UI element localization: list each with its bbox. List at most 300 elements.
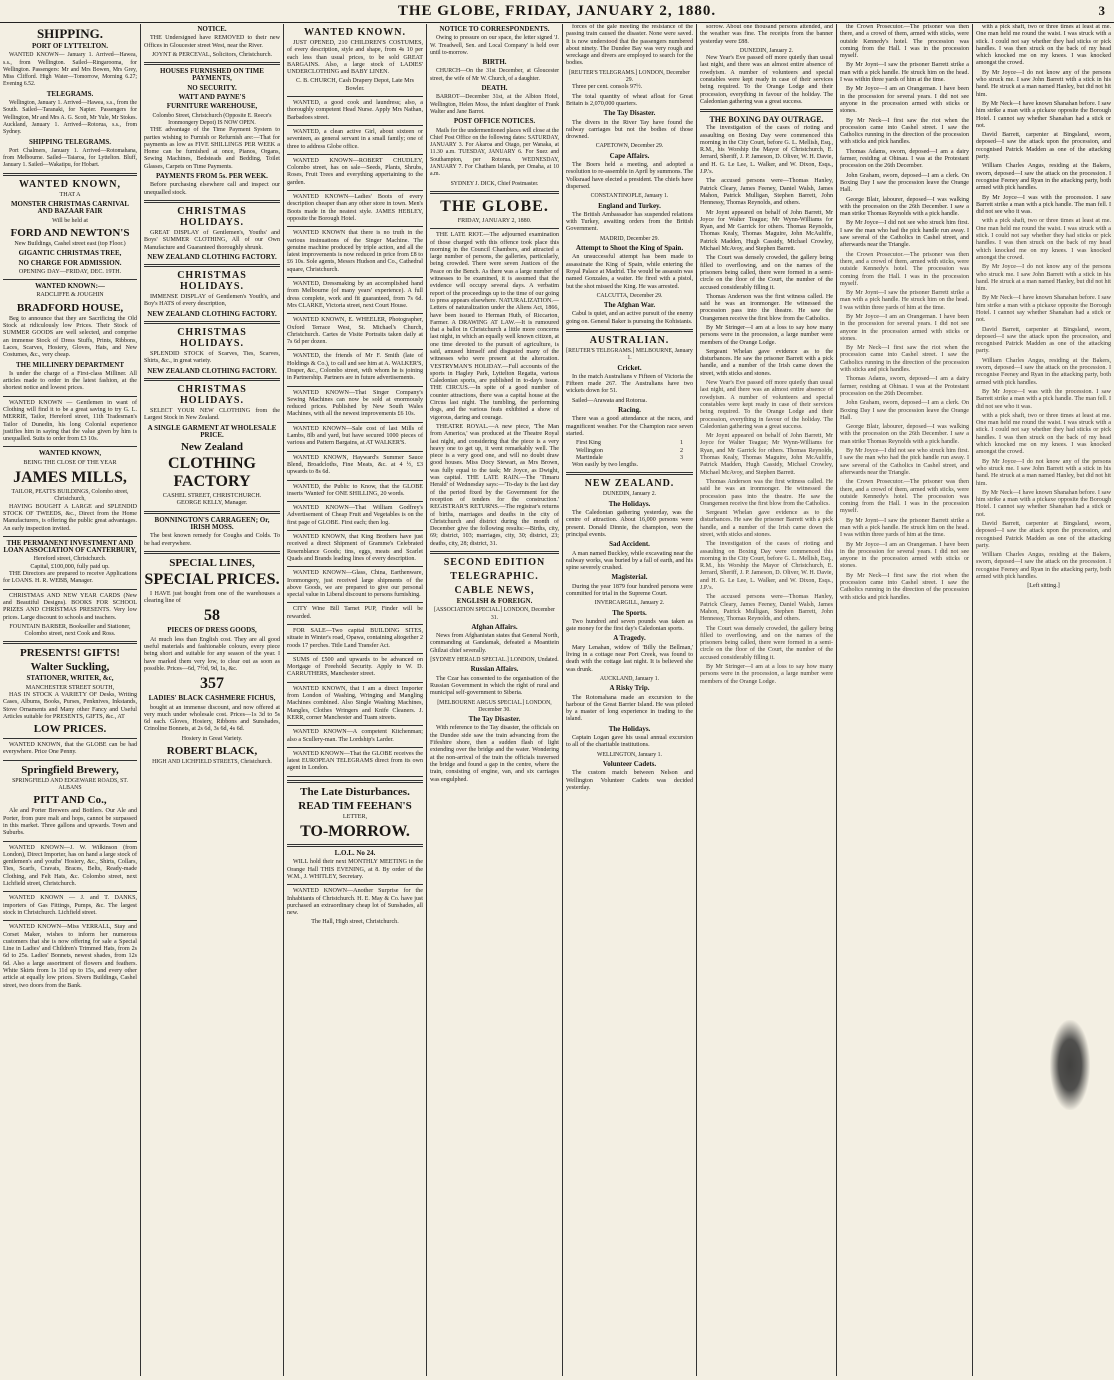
divider [3, 738, 137, 739]
millinery-heading: THE MILLINERY DEPARTMENT [15, 360, 125, 369]
divider [287, 530, 423, 531]
column-2 [140, 24, 283, 1376]
ford-sub: New Buildings, Cashel street east (top Floor.) [14, 240, 126, 247]
text-7-repeat: Sergeant Whelan gave evidence as to the disturbances. He saw the prisoner Barrett with a pick handle, and a number of the Irish came down the street, with sticks and stones. [700, 510, 833, 538]
cable-news: CABLE NEWS, [454, 585, 535, 596]
divider [287, 125, 423, 126]
race-horse: First King [576, 440, 601, 447]
wanted-known-3: WANTED KNOWN, [38, 449, 102, 458]
presents-heading: PRESENTS! GIFTS! [20, 647, 120, 660]
wellington: WELLINGTON, January 1. [597, 751, 662, 758]
mills-text: HAVING BOUGHT A LARGE and SPLENDID STOCK OF TWEEDS, &c., Direct from the Home Manufacturers, is offering the public great advantages. An early inspection invited. [3, 503, 137, 532]
wanted-ad: WANTED, the friends of Mr F. Smith (late of Holdings & Co.), to call and see him at A. WALKER'S, Draper, &c., Colombo street, with whom he is joining in Partnership. Partners are in future advertisements. [287, 353, 423, 382]
divider [144, 551, 280, 554]
text-2-repeat-2: By Mr Joyce—I do not know any of the persons who struck me. I saw John Barrett with a stick in his hand. He struck at a man named Hanley, but did not hit him. [976, 458, 1111, 487]
divider [3, 173, 137, 176]
close-of-year: BEING THE CLOSE OF THE YEAR [23, 459, 117, 466]
manchester-street: MANCHESTER STREET SOUTH, [25, 684, 115, 691]
divider [3, 536, 137, 537]
text-2-repeat: By Mr Joyce—I do not know any of the persons who struck me. I saw John Barrett with a stick in his hand. He struck at a man named Hanley, but did not hit him. [976, 264, 1111, 293]
shipping-telegrams-text: Port Chalmers, January 1. Arrived—Rotomahana, from Melbourne. Sailed—Taiaroa, for Lyttelton. Bluff, January 1. Sailed—Wakatipu, for Hobart. [3, 147, 137, 169]
divider [144, 511, 280, 514]
divider [144, 264, 280, 267]
text-3-repeat: By Mr Joyce—I am an Orangeman. I have been in the procession for several years. I did not see anyone in the procession armed with sticks or stones. [840, 313, 969, 342]
bonnington-text: The best known remedy for Coughs and Colds. To be had everywhere. [144, 533, 280, 547]
race-row [566, 440, 693, 447]
special-lines: SPECIAL LINES, [169, 556, 255, 569]
sports-text: Two hundred and seven pounds was taken as gate money for the first day's Caledonian sports. [566, 618, 693, 633]
divider [3, 841, 137, 842]
christmas-holidays-2: CHRISTMAS HOLIDAYS. [177, 270, 247, 293]
text-5: William Charles Angus, residing at the Bakers, sworn, deposed—I saw the attack on the procession. I recognise Feeney and Ryan in the attacking party, both armed with pick handles. [976, 163, 1111, 192]
wanted-ad: CITY Wine Bill Tarnet PUP, Finder will be rewarded. [287, 606, 423, 620]
wanted-ad: WANTED KNOWN, that King Brothers have just received a direct Shipment of Gramme's Celebrated Resemblance Goods; tins, eggs, meats and Scarlet Quads and Brands leading lines of every description. [287, 534, 423, 562]
text-5-repeat-2: William Charles Angus, residing at the Bakers, sworn, deposed—I saw the attack on the procession. I recognise Feeney and Ryan in the attacking party, both armed with pick handles. [976, 552, 1111, 581]
england-turkey: England and Turkey. [598, 201, 661, 210]
holidays-2: The Holidays. [608, 724, 651, 733]
england-text: The British Ambassador has suspended relations with Turkey, awaiting orders from the British Government. [566, 211, 693, 233]
permanent-sub: Hereford street, Christchurch. [33, 556, 107, 563]
payments-heading: PAYMENTS FROM 5s. PER WEEK. [156, 172, 268, 181]
text-2: New Year's Eve passed off more quietly than usual last night, and there was an almost entire absence of rowdyism. A number of volunteers and special constables were kept ready in case of their services being required. To the Orange Lodge and their procession, everything in favour of the holiday. The Caledonian gathering was a great success. [700, 55, 833, 105]
divider [287, 624, 423, 625]
just-opened: JUST OPENED, 210 CHILDREN'S COSTUMES, of every description, style and shape, from 4s 10 per each less than usual prices, to be sold GREAT BARGAINS. Also, a large stock of LADIES' UNDERCLOTHING and BABY LINEN. [287, 40, 423, 76]
text-3-repeat-2: By Mr Neck—I have known Shanahan before. I saw him strike a man with a pickaxe opposite the Borough Hotel. I cannot say whether Shanahan had a stick or not. [976, 489, 1111, 518]
text-1: sorrow. About one thousand persons attended, and the weather was fine. The receipts from the banner yesterday were £88. [700, 24, 833, 45]
risky-text: The Rotomahana made an excursion to the harbour of the Great Barrier Island. He was piloted by a master of long experience in trading to the island. [566, 694, 693, 723]
divider [287, 226, 423, 227]
column-5 [562, 24, 696, 1376]
race-row [566, 455, 693, 462]
wanted-ad: WANTED, Dressmaking by an accomplished hand from Melbourne (of many years' experience). A full dress complete, work and fit guaranteed, from 7s 6d. Mrs CLARKE, Victoria street, next Court House. [287, 281, 423, 309]
wanted-ad: WANTED KNOWN that there is no truth in the various insinuations of the Singer Machine. The genuine machine produced by triple action, and all the latest improvements is now reduced in price from £8 to £6 10s. Sole agents, Messrs Hudson and Co., Cathedral square, Christchurch. [287, 230, 423, 273]
stationer: STATIONER, WRITER, &c, [26, 674, 114, 683]
wanted-ad: WANTED KNOWN—Ladies' Boots of every description cheaper than any other store in town. Men's Boots made in the neatest style. JAMES HEBLEY, opposite the Borough Hotel. [287, 194, 423, 222]
divider [3, 641, 137, 644]
joynt-perceval: JOYNT & PERCEVAL, Solicitors, Christchurch. [151, 51, 273, 58]
cape-affairs: Cape Affairs. [609, 151, 650, 160]
divider [144, 200, 280, 203]
sports: The Sports. [612, 608, 647, 617]
text-2: By Mr Joyce—I do not know any of the persons who struck me. I saw John Barrett with a stick in his hand. He struck at a man named Hanley, but did not hit him. [976, 69, 1111, 98]
wanted-ad: WANTED KNOWN—Sale cost of last Mills of Lambs, 8lb and yard, but have secured 1000 pieces of various and Pattern Bargains, at AT WALKER'S. [287, 425, 423, 447]
divider [287, 313, 423, 314]
death-text: BARROT—December 31st, at the Albion Hotel, Wellington, Helen Moss, the infant daughter of Frank Walter and Jane Barrot. [430, 94, 559, 115]
editorial-body: THE LATE RIOT.—The adjourned examination of those charged with this offence took place this morning in the Council Chambers, and attracted a large number of persons, the galleries, particularly, being crowded. There were seven Justices of the Peace on the Bench. As there was a large number of witnesses to be examined, it is assumed that the evidence will occupy several days. A verbatim report of the proceedings up to the time of our going to press appears elsewhere. NATURALIZATION.—Letters of naturalization under the Aliens Act, 1866, have been issued to Herman Huth, of Riccarton, Farmer. A DRAWING AT LAW.—It is rumoured that a ballot in Christchurch a little more concerns last night, in which an equally well known citizen, at one time devoted to the pursuit of agriculture, is said, amused himself and disgusted many of the witnesses who were present at the altercation. VESTRYMAN'S HOLIDAY.—Full accounts of the sports in Hagley Park, Lyttelton Regatta, various Caledonian sports, are published in to-day's issue. THE CIRCUS.—In spite of a good number of counter attractions, there was a capital house at the Circus last night. The tumbling, the performing dogs, and the various feats exhibited a show of vigorous, daring and courage. [430, 232, 559, 421]
notice-correspondents: NOTICE TO CORRESPONDENTS. [439, 25, 550, 33]
special-prices: SPECIAL PRICES. [144, 570, 280, 588]
post-office-heading: POST OFFICE NOTICES. [453, 117, 536, 126]
russian-affairs: Russian Affairs. [470, 665, 519, 674]
wanted-ad: WANTED KNOWN—That the GLOBE receives the latest EUROPEAN TELEGRAMS direct from its own agent in London. [287, 750, 423, 772]
column-8 [972, 24, 1114, 1376]
dunedin: DUNEDIN, January 2. [602, 491, 657, 498]
telegrams-text: Wellington, January 1. Arrived—Hawea, s.s., from the South. Sailed—Taranaki, for Napier. Passengers for Wellington, Mr and Mrs A. G. Scott, Mr Yule, Mr Stokes. Auckland, January 1. Arrived—Rotorua, s.s., from Sydney. [3, 100, 137, 136]
birth-text: CHURCH—On the 31st December, at Gloucester street, the wife of Mr W. Church, of a daughter. [430, 68, 559, 82]
single-garment: A SINGLE GARMENT AT WHOLESALE PRICE. [147, 423, 277, 439]
text-4: The Court was densely crowded, the gallery being filled to overflowing, and on the names of the prisoners being called, there were formed in a semi-circle on the floor of the Court, the number of the accused considerably filling it. [700, 255, 833, 291]
nz-clothing-factory-3: NEW ZEALAND CLOTHING FACTORY. [147, 366, 277, 375]
notice-heading: NOTICE. [197, 25, 227, 33]
pieces-heading: PIECES OF DRESS GOODS, [167, 626, 257, 635]
tay-text: The divers in the River Tay have found the railway carriages but not the bodies of those drowned. [566, 119, 693, 141]
holidays-2-text: Captain Logan gave his usual annual excursion to all of the charitable institutions. [566, 735, 693, 749]
christmas-holidays-4: CHRISTMAS HOLIDAYS. [177, 383, 247, 406]
tragedy: A Tragedy. [613, 634, 646, 643]
accused-repeat: The accused persons were—Thomas Hanley, Patrick Cleary, James Feeney, Daniel Walsh, James Mahon, Patrick Mulligan, Stephen Barrett, John Hennessy, Thomas Reynolds, and others. [700, 594, 833, 623]
carnival-heading: MONSTER CHRISTMAS CARNIVAL AND BAZAAR FAIR [10, 200, 130, 216]
holidays: The Holidays. [608, 499, 651, 508]
column-7 [836, 24, 972, 1376]
divider [287, 682, 423, 683]
mills-sub: TAILOR, PEATTS BUILDINGS, Colombo street, Christchurch, [11, 489, 129, 503]
race-place: 3 [679, 454, 683, 461]
volunteer-text: The custom match between Nelson and Wellington Volunteer Cadets was decided yesterday. [566, 770, 693, 791]
text-7-repeat: George Blair, labourer, deposed—I was walking with the procession on the 26th December. I saw a man strike Thomas Reynolds with a pick handle. [840, 424, 969, 445]
text-8: By Mr Joyce—I did not see who struck him first. I saw the man who had the pick handle run away. I saw several of the Catholics in Cashel street, and afterwards near the Triangle. [840, 220, 969, 249]
number-58: 58 [204, 607, 220, 625]
pieces-text: At much less than English cost. They are all good useful materials and fashionable colours, every piece being short and suitable for any season of the year. I have marked them very low, to clear out as soon as possible. Prices—6d, 7½d, 9d, 1s, &c. [144, 636, 280, 672]
wanted-ad: WANTED KNOWN—That Singer Company's Sewing Machines can now be sold at enormously reduced prices. Published by New South Wales Machines, with all the newest improvements £6 10s. [287, 389, 423, 418]
divider [287, 566, 423, 567]
ink-blot [1050, 1020, 1090, 1110]
constantinople: CONSTANTINOPLE, January 1. [590, 193, 669, 200]
text-6: John Graham, sworn, deposed—I am a clerk. On Boxing Day I saw the procession leave the Orange Hall. [840, 172, 969, 194]
sad-accident: Sad Accident. [609, 540, 650, 549]
wanted-known-2: WANTED KNOWN:— [35, 282, 105, 291]
masthead-title: THE GLOBE, FRIDAY, JANUARY 2, 1880. [397, 3, 717, 19]
divider [287, 844, 423, 847]
russian-text: The Czar has consented to the organisation of the Russian Government in which the right of rural and municipal self-government to Siberia. [430, 675, 559, 697]
radcliffe: RADCLIFFE & JOUGHIN [36, 292, 104, 299]
text-5-repeat: Thomas Anderson was the first witness called. He said he was an ironmonger. He witnessed the procession pass into the theatre. He saw the Orangemen receive the first blow from the Catholics. [700, 478, 833, 507]
divider [430, 551, 559, 554]
furniture-warehouse: FURNITURE WAREHOUSE, [166, 102, 258, 111]
text-6-repeat: By Mr Stringer—I am at a loss to say how many persons were in the procession, a large number were members of the Orange Lodge. [700, 664, 833, 685]
text-2-repeat: New Year's Eve passed off more quietly than usual last night, and there was an almost entire absence of rowdyism. A number of volunteers and special constables were kept ready in case of their services being required. To the Orange Lodge and their procession, everything in favour of the holiday. The Caledonian gathering was a great success. [700, 380, 833, 430]
divider [287, 154, 423, 155]
wilkinson-ad: WANTED KNOWN—J. W. Wilkinson (from London), Direct Importer, has on hand a large stock of gentlemen's and youths' Hosiery, &c., Shirts, Collars, Ties, Scarfs, Cravats, Braces, Belts, Ready-made Clothing, and Felt Hats, &c. Colombo street, next Lichfield street, Christchurch. [3, 844, 137, 888]
accident-text: A man named Buckley, while excavating near the railway works, was buried by a fall of earth, and his spine severely crushed. [566, 550, 693, 572]
sydney-herald-special: [SYDNEY HERALD SPECIAL.] LONDON, Undated. [430, 657, 559, 664]
walter-suckling: Walter Suckling, [30, 661, 110, 674]
text-1-repeat: the Crown Prosecutor.—The prisoner was then there, and a crowd of them, armed with sticks, were outside Kennedy's hotel. The procession was coming from the Hall. I was in the procession myself. [840, 251, 969, 287]
divider [3, 891, 137, 892]
watt-payne: WATT AND PAYNE'S [178, 93, 246, 102]
held-at: Will be held at [52, 217, 88, 224]
racing-text: There was a good attendance at the races, and magnificent weather. For the Champion race seven started. [566, 416, 693, 437]
divider [287, 725, 423, 726]
text-6: By Mr Stringer—I am at a loss to say how many persons were in the procession, a large number were members of the Orange Lodge. [700, 324, 833, 346]
hosiery: Hosiery in Great Variety. [181, 735, 243, 742]
ladies-text: bought at an immense discount, and now offered at very much under wholesale cost. Prices—1s 3d to 5s 6d each. Gloves, Hosiery, Ribbons and Sunshades, Crinoline Bonnets, at 2s 6d, 3s 6d, 4s 6d. [144, 704, 280, 733]
boxing-day-outrage: THE BOXING DAY OUTRAGE. [709, 115, 824, 125]
danks-ad: WANTED KNOWN — J. and T. DANKS, importers of Gas Fittings, Pumps, &c. The largest stock in Christchurch. Lichfield street. [3, 895, 137, 916]
capital: Capital, £100,000, fully paid up. [30, 563, 110, 570]
post-office-text: Mails for the undermentioned places will close at the Chief Post Office on the following dates: SATURDAY, JANUARY 3. For Akaroa and Otago, per Wanaka, at 11.30 a.m. TUESDAY, JANUARY 6. For Suez and Southampton, per Rotorua. WEDNESDAY, JANUARY 7. For Chatham Islands, per Omaha, at 10 a.m. [430, 127, 559, 178]
bonnington: BONNINGTON'S CARRAGEEN; Or, IRISH MOSS. [154, 515, 270, 531]
accused: The accused persons were—Thomas Hanley, Patrick Cleary, James Feeney, Daniel Walsh, James Mahon, Patrick Mulligan, Stephen Barrett, John Hennessy, Thomas Reynolds, and others. [700, 178, 833, 207]
wheat: The total quantity of wheat afloat for Great Britain is 2,070,000 quarters. [566, 93, 693, 107]
pitt-co: PITT AND Co., [33, 794, 107, 807]
text-5: Thomas Adams, sworn, deposed—I am a dairy farmer, residing at Ohinau. I was at the Protestant procession on the 26th December. [840, 148, 969, 170]
divider [287, 422, 423, 423]
text-5: Thomas Anderson was the first witness called. He said he was an ironmonger. He witnessed the procession pass into the theatre. He saw the Orangemen receive the first blow from the Catholics. [700, 293, 833, 322]
church-depot: C. B. CHURCH, Cash Drapery Depot, Late Mrs Bowler. [296, 78, 414, 92]
wanted-known-heading: WANTED KNOWN, [19, 178, 121, 190]
sailed: Sailed—Arawata and Rotorua. [572, 397, 647, 404]
text-2-repeat: By Mr Joynt—I saw the prisoner Barrett strike a man with a pick handle. He struck him on the head. I was within three yards of him at the time. [840, 290, 969, 311]
race-place: 2 [679, 447, 683, 454]
read-feehan: READ TIM FEEHAN'S [298, 799, 412, 812]
masthead [0, 0, 1114, 23]
no-security: NO SECURITY. [187, 83, 237, 92]
magisterial: Magisterial. [611, 573, 648, 582]
consols: Three per cent. consols 97½. [572, 84, 643, 91]
boxing-text-repeat: The investigation of the cases of rioting and assaulting on Boxing Day were commenced this morning in the City Court, before G. L. Mellish, Esq., R.M., his Worship the Mayor of Christchurch, E. Jerrard, Sheriff, J. P. Jameson, D. Oliver, W. H. Davie, and H. G. Le Lee, L. Walker, and W. Dixon, Esqs., J.P.'s. [700, 541, 833, 592]
low-prices: LOW PRICES. [33, 723, 107, 736]
divider [430, 191, 559, 194]
column-4 [426, 24, 562, 1376]
wanted-ad: SUMS of £500 and upwards to be advanced on Mortgage of Freehold Security. Apply to W. D. CARRUTHERS, Manchester street. [287, 656, 423, 678]
immense-display: IMMENSE DISPLAY of Gentlemen's Youth's, and Boy's HATS of every description, [144, 294, 280, 308]
text-3: By Mr Joyce—I am an Orangeman. I have been in the procession for several years. I did not see anyone in the procession armed with sticks or stones. [840, 86, 969, 115]
divider [287, 96, 423, 97]
shipping-arrivals: WANTED KNOWN— January 1. Arrived—Hawea, s.s., from Wellington. Sailed—Ringarooma, for Wellington. Passengers: Mr and Mrs Bowen, Mrs Grey, Miss Clifford. High Water—Tomorrow, Morning 6.27; Evening 6.52. [3, 52, 137, 88]
afghan-text: Cabul is quiet, and an active pursuit of the enemy going on. General Baker is pursuing the Kohistanis. [566, 311, 693, 325]
text-5-repeat: William Charles Angus, residing at the Bakers, sworn, deposed—I saw the attack on the procession. I recognise Feeney and Ryan in the attacking party, both armed with pick handles. [976, 357, 1111, 386]
divider [287, 190, 423, 191]
divider [287, 277, 423, 278]
tay-disaster: The Tay Disaster. [468, 715, 521, 724]
nz-clothing-factory-2: NEW ZEALAND CLOTHING FACTORY. [147, 309, 277, 318]
calcutta: CALCUTTA, December 29. [596, 292, 663, 299]
notice-text: THE Undersigned have REMOVED to their new Offices in Gloucester street West, near the River. [144, 35, 280, 49]
divider [287, 653, 423, 654]
divider [3, 589, 137, 590]
divider [3, 920, 137, 921]
afghan-war: The Afghan War. [603, 301, 656, 310]
column-6 [696, 24, 836, 1376]
race-row [566, 448, 693, 455]
watt-text: THE advantage of the Time Payment System to parties wishing to Furnish or Refurnish are:—That for payments as low as FIVE SHILLINGS PER WEEK a Home can be furnished at once, Pianos, Organs, Sewing Machines, Bedsteads and Bedding, Toilet Glasses, Carpets on Time Payments. [144, 127, 280, 170]
divider [287, 884, 423, 885]
christmas-holidays-3: CHRISTMAS HOLIDAYS. [177, 327, 247, 350]
suckling-text: HAS IN STOCK A VARIETY OF Desks, Writing Cases, Albums, Books, Purses, Penknives, Inkstands, Stove Ornaments and Many other Fancy and Useful Articles suitable for PRESENTS, GIFTS, &c., AT [3, 692, 137, 720]
divider [700, 109, 833, 112]
hall-address: The Hall, High street, Christchurch. [311, 919, 399, 926]
wanted-ad: FOR SALE—Two capital BUILDING SITES, situate in Winter's road, Opawa, containing altogether 2 roods 17 perches. Title Land Transfer Act. [287, 628, 423, 649]
english-foreign: ENGLISH & FOREIGN. [456, 597, 533, 605]
wanted-ad: WANTED KNOWN—ROBERT CHUDLEY, Colombo street, has on sale—Seeds, Plants, Shrubs, Roses, Fruit Trees and everything appertaining to the garden. [287, 157, 423, 186]
lol-heading: L.O.L. No 24. [334, 849, 376, 858]
select-clothing: SELECT YOUR NEW CLOTHING from the Largest Stock in New Zealand. [144, 407, 280, 422]
divider [287, 349, 423, 350]
another-surprise: WANTED KNOWN—Another Surprise for the Inhabitants of Christchurch. H. E. May & Co. have just purchased an extraordinary cheap lot of Sunshades, all new. [287, 888, 423, 917]
text-1-repeat-2: the Crown Prosecutor.—The prisoner was then there, and a crowd of them, armed with sticks, were outside Kennedy's hotel. The procession was coming from the Hall. I was in the procession myself. [840, 479, 969, 515]
melbourne-argus-special: [MELBOURNE ARGUS SPECIAL.] LONDON, December 30. [437, 699, 552, 713]
permanent-heading: THE PERMANENT INVESTMENT AND LOAN ASSOCIATION OF CANTERBURY, [3, 538, 137, 555]
left-sitting: [Left sitting.] [1027, 583, 1060, 590]
text-4-repeat: The Court was densely crowded, the gallery being filled to overflowing, and on the names of the prisoners being called, there were formed in a semi-circle on the floor of the Court, the number of the accused considerably filling it. [700, 625, 833, 661]
text-3-repeat: By Mr Neck—I have known Shanahan before. I saw him strike a man with a pickaxe opposite the Borough Hotel. I cannot say whether Shanahan had a stick or not. [976, 295, 1111, 324]
divider [3, 446, 137, 447]
reuters-melbourne: [REUTER'S TELEGRAMS.] MELBOURNE, January 1. [566, 347, 693, 362]
millinery-text: Is under the charge of a First-class Milliner. All articles made to order in the latest fashion, at the shortest notice and lowest prices. [3, 370, 137, 392]
birth-heading: BIRTH. [482, 58, 507, 67]
text-1-repeat: with a pick shaft, two or three times at least at me. One man held me round the waist. I was struck with a stick. I could not say whether they had sticks or pick handles. I was then struck on the back of my head which knocked me on my knees. I was knocked amongst the crowd. [976, 218, 1111, 261]
text-4-repeat-2: By Mr Neck—I first saw the riot when the procession came into Cashel street. I saw the Catholics running in the direction of the procession with sticks and pick handles. [840, 572, 969, 601]
text-3-repeat: Mr Joynt appeared on behalf of John Barrett, Mr Joyce for Walter Teague; Mr Wynn-Williams for Ryan, and Mr Garrick for others. Thomas Reynolds, Thomas Kealy, Thomas Maguire, John McAuliffe, Patrick Madden, Hugh Cassidy, Michael Crowley, Michael McAvoy, and Stephen Barrett. [700, 433, 833, 476]
james-mills: JAMES MILLS, [13, 469, 127, 487]
text-8-repeat: By Mr Joyce—I did not see who struck him first. I saw the man who had the pick handle run away. I saw several of the Catholics in Cashel street, and afterwards near the Triangle. [840, 448, 969, 476]
text-3: Mr Joynt appeared on behalf of John Barrett, Mr Joyce for Walter Teague; Mr Wynn-Williams for Ryan, and Mr Garrick for others. Thomas Reynolds, Thomas Kealy, Thomas Maguire, John McAuliffe, Patrick Madden, Hugh Cassidy, Michael Crowley, Michael McAvoy, and Stephen Barrett. [700, 209, 833, 253]
tay-text: With reference to the Tay disaster, the officials on the Dundee side saw the train advancing from the Fifeshire shore, then a sudden flash of light extending over the bridge and the water. Wondering at the non-arrival of the train the officials traversed the bridge and found a gap in the centre, where the train, consisting of engine, van, and six carriages was engulphed. [430, 725, 559, 783]
text-4-repeat-2: David Barrett, carpenter at Bingsland, sworn, deposed—I saw the attack upon the procession, and recognised Patrick Madden as one of the attacking party. [976, 521, 1111, 549]
text-1-repeat-2: with a pick shaft, two or three times at least at me. One man held me round the waist. I was struck with a stick. I could not say whether they had sticks or pick handles. I was then struck on the back of my head which knocked me on my knees. I was knocked amongst the crowd. [976, 412, 1111, 456]
text-3-repeat-2: By Mr Joyce—I am an Orangeman. I have been in the procession for several years. I did not see anyone in the procession armed with sticks or stones. [840, 541, 969, 570]
robert-black: ROBERT BLACK, [166, 745, 258, 758]
column-3 [283, 24, 426, 1376]
text-2-repeat-2: By Mr Joynt—I saw the prisoner Barrett strike a man with a pick handle. He struck him on the head. I was within three yards of him at the time. [840, 517, 969, 539]
afghan-text: News from Afghanistan states that General North, commanding at Gandamak, defeated a Moanttein Ghilzai chief severally. [430, 633, 559, 654]
race-results [566, 440, 693, 462]
text-5-repeat: Thomas Adams, sworn, deposed—I am a dairy farmer, residing at Ohinau. I was at the Protestant procession on the 26th December. [840, 376, 969, 397]
tay-disaster: The Tay Disaster. [603, 109, 656, 118]
text-1: the Crown Prosecutor.—The prisoner was then there, and a crowd of them, armed with sticks, were outside Kennedy's hotel. The procession was coming from the Hall. I was in the procession myself. [840, 24, 969, 60]
volunteer-cadets: Volunteer Cadets. [602, 759, 657, 768]
globe-date: FRIDAY, JANUARY 2, 1880. [457, 217, 532, 224]
divider [144, 62, 280, 65]
late-disturbances: The Late Disturbances. [300, 785, 410, 798]
gentlemen-ad: WANTED KNOWN — Gentlemen in want of Clothing will find it to be a great saving to try G. L. MERRIE, Tailor, Hereford street, 11th Tradesman's Tailor of Dunedin, his long Colonial experience justifies him in saying that the value given by him is unequalled. Suits to order from £3 10s. [3, 399, 137, 443]
death-heading: DEATH. [481, 84, 508, 93]
race-horse: Martindale [576, 454, 603, 461]
george-kelly: GEORGE KELLY, Manager. [176, 500, 248, 507]
wanted-ad: WANTED KNOWN—That William Godfrey's Advertisement of Cheap Fruit and Vegetables is on the first page of GLOBE. First each; then log. [287, 505, 423, 526]
text-4: By Mr Neck—I first saw the riot when the procession came into Cashel street. I saw the Catholics running in the direction of the procession with sticks and pick handles. [840, 117, 969, 146]
lol-text: WILL hold their next MONTHLY MEETING in the Orange Hall THIS EVENING, at 8. By order of the W.M., J. WHITLEY, Secretary. [287, 859, 423, 880]
wanted-ad: WANTED KNOWN, E. WHEELER, Photographer, Oxford Terrace West, St. Michael's Church, Christchurch. Cartes de Visite Portraits taken daily at 7s 6d per dozen. [287, 317, 423, 346]
attempt-text: An unsuccessful attempt has been made to assassinate the King of Spain, while entering the Royal Palace at Madrid. The would be assassin was named Gonzales, a waiter. He fired with a pistol, but the shot missed the King. He was arrested. [566, 254, 693, 290]
no-charge: NO CHARGE FOR ADMISSION. [18, 258, 122, 267]
new-zealand: New Zealand [180, 441, 244, 454]
cards-ad: CHRISTMAS AND NEW YEAR CARDS (New and Beautiful Designs). BOOKS FOR SCHOOL PRIZES AND CHRISTMAS PRESENTS. Very low prices. Large discount to schools and teachers. [3, 592, 137, 621]
wanted-ads-list [287, 100, 423, 777]
cashel-street: CASHEL STREET, CHRISTCHURCH. [162, 493, 262, 500]
black-sub: HIGH AND LICHFIELD STREETS, Christchurch. [152, 759, 272, 766]
divider [287, 386, 423, 387]
divider [287, 780, 423, 783]
wanted-known-heading: WANTED KNOWN. [304, 27, 406, 38]
text-1: with a pick shaft, two or three times at least at me. One man held me round the waist. I was struck with a stick. I could not say whether they had sticks or pick handles. I was then struck on the back of my head which knocked me on my knees. I was knocked amongst the crowd. [976, 24, 1111, 67]
telegrams-heading: TELEGRAMS. [46, 89, 94, 98]
telegraphic: TELEGRAPHIC. [450, 571, 539, 582]
holidays-text: The Caledonian gathering yesterday, was the centre of attraction. About 16,000 persons were present. Donald Dinnie, the champion, won the principal events. [566, 510, 693, 538]
risky-trip: A Risky Trip. [609, 684, 650, 693]
pitt-text: Ale and Porter Brewers and Bottlers. Our Ale and Porter, from pure malt and hops, cannot be surpassed in this market. Three gallons and upwards. Town and Suburbs. [3, 808, 137, 837]
text-6-repeat: By Mr Joyce—I was with the procession. I saw Barrett strike a man with a pick handle. The man fell. I did not see who it was. [976, 388, 1111, 410]
tay-continued: forces of the gale meeting the resistance of the passing train caused the disaster. None were saved. It is now understood that the passengers numbered about ninety. The Dundee Bay was very rough and wreckage and divers are employed to search for the bodies. [566, 24, 693, 67]
notice-text: Owing to pressure on our space, the letter signed 'J. W. Treadwell, Sen. and Local Company' is held over until to-morrow. [430, 35, 559, 56]
text-4: David Barrett, carpenter at Bingsland, sworn, deposed—I saw the attack upon the procession, and recognised Patrick Madden as one of the attacking party. [976, 132, 1111, 161]
houses-heading: HOUSES FURNISHED ON TIME PAYMENTS, [160, 67, 264, 83]
gigantic-tree: GIGANTIC CHRISTMAS TREE, [18, 249, 122, 258]
bradford-text: Beg to announce that they are Sacrificing the Old Stock at ridiculously low Prices. Their Stock of SUMMER GOODS are well selected, and comprise an immense Stock of Dress Stuffs, Prints, Ribbons, Laces, Scarves, Hosiery, Gloves, Hats, and New Costumes, &c., very cheap. [3, 315, 137, 359]
text-6: By Mr Joyce—I was with the procession. I saw Barrett strike a man with a pick handle. The man fell. I did not see who it was. [976, 194, 1111, 216]
text-4-repeat: David Barrett, carpenter at Bingsland, sworn, deposed—I saw the attack upon the procession, and recognised Patrick Madden as one of the attacking party. [976, 326, 1111, 355]
divider [287, 776, 423, 777]
wanted-ad: WANTED, the Public to Know, that the GLOBE inserts 'Wanted' for ONE SHILLING, 20 words. [287, 483, 423, 497]
text-7: Sergeant Whelan gave evidence as to the disturbances. He saw the prisoner Barrett with a pick handle, and a number of the Irish came down the street, with sticks and stones. [700, 348, 833, 377]
christmas-holidays-1: CHRISTMAS HOLIDAYS. [177, 205, 247, 228]
directors: THE Directors are prepared to receive Applications for LOANS. H. R. WEBB, Manager. [3, 571, 137, 585]
divider [3, 279, 137, 280]
afghan-affairs: Afghan Affairs. [471, 622, 518, 631]
new-zealand-heading: NEW ZEALAND. [584, 478, 675, 490]
clothing-factory: CLOTHING FACTORY [167, 455, 256, 491]
magisterial-text: During the year 1879 four hundred persons were committed for trial in the Supreme Court. [566, 583, 693, 597]
that-a: THAT A [59, 191, 81, 198]
shipping-telegrams-heading: SHIPPING TELEGRAMS. [29, 137, 111, 146]
divider [430, 228, 559, 229]
ford-newton: FORD AND NEWTON'S [10, 226, 130, 239]
divider [287, 480, 423, 481]
second-edition: SECOND EDITION [443, 557, 546, 568]
column-1 [0, 24, 140, 1376]
port-heading: PORT OF LYTTELTON. [32, 42, 108, 50]
divider [566, 472, 693, 475]
wanted-ad: WANTED, a clean active Girl, about sixteen or seventeen, as general servant in a small family; one of three to address Globe office. [287, 128, 423, 150]
ladies-fichus: LADIES' BLACK CASHMERE FICHUS, [148, 694, 276, 703]
wanted-ad: WANTED, a good cook and laundress; also, a thoroughly competent Head Nurse. Apply Mrs Nathan, Barbadoes street. [287, 100, 423, 121]
divider [287, 747, 423, 748]
the-globe-title: THE GLOBE. [440, 197, 549, 215]
bradford-house: BRADFORD HOUSE, [16, 301, 124, 314]
page-number: 3 [1098, 3, 1106, 18]
divider [287, 501, 423, 502]
capetown: CAPETOWN, December 29. [595, 143, 664, 150]
text-2: By Mr Joynt—I saw the prisoner Barrett strike a man with a pick handle. He struck him on the head. I was within three yards of him at the time. [840, 62, 969, 84]
cricket: Cricket. [617, 363, 642, 372]
opening-day: OPENING DAY—FRIDAY, DEC. 19TH. [18, 268, 122, 275]
text-6-repeat: John Graham, sworn, deposed—I am a clerk. On Boxing Day I saw the procession leave the Orange Hall. [840, 400, 969, 421]
cricket-text: In the match Australians v Fifteen of Victoria the Fifteen made 267. The Australians have two wickets down for 51. [566, 373, 693, 395]
special-text: I HAVE just bought from one of the warehouses a clearing line of [144, 590, 280, 605]
divider [144, 378, 280, 381]
won-easily: Won easily by two lengths. [572, 462, 639, 469]
payments-text: Before purchasing elsewhere call and inspect our unequalled stock. [144, 182, 280, 196]
madrid: MADRID, December 29. [600, 235, 659, 242]
wanted-ad: WANTED KNOWN, that I am a direct Importer from London of Washing, Wringing and Mangling Machines combined. Also Single Washing Machines, Mangles, Clothes Wringers and Knife Cleaners. J. KERR, corner Manchester and Tuam streets. [287, 685, 423, 721]
shipping-heading: SHIPPING. [36, 26, 104, 41]
divider [144, 321, 280, 324]
divider [287, 451, 423, 452]
wanted-ad: WANTED KNOWN—Glass, China, Earthenware, Ironmongery, just received large shipments of the above Goods, we are prepared to give our personal special value in Liberal discount to persons furnishing. [287, 570, 423, 599]
wanted-ad: WANTED KNOWN, Hayward's Summer Sauce Blend, Broadcloths, Fine Meats, &c. at 4 ½, £3 upwards to 8s 6d. [287, 454, 423, 476]
colombo-street: Colombo Street, Christchurch (Opposite E. Reece's Ironmongery Depot) IS NOW OPEN. [152, 112, 272, 126]
globe-ad: WANTED KNOWN, that the GLOBE can be had everywhere. Price One Penny. [3, 742, 137, 756]
race-horse: Wellington [576, 447, 603, 454]
divider [3, 396, 137, 397]
sydney-dick: SYDNEY J. DICK, Chief Postmaster. [450, 180, 539, 187]
divider [3, 760, 137, 761]
great-display: GREAT DISPLAY of Gentlemen's, Youths' and Boys' SUMMER CLOTHING, All of our Own Manufacture and Guaranteed thoroughly shrunk. [144, 229, 280, 251]
divider [287, 602, 423, 603]
dunedin: DUNEDIN, January 2. [739, 47, 794, 54]
fountain-barber: FOUNTAIN BARBER, Bookseller and Stationer, Colombo street, next Cook and Ross. [9, 623, 131, 638]
invercargill: INVERCARGILL, January 2. [594, 600, 665, 607]
